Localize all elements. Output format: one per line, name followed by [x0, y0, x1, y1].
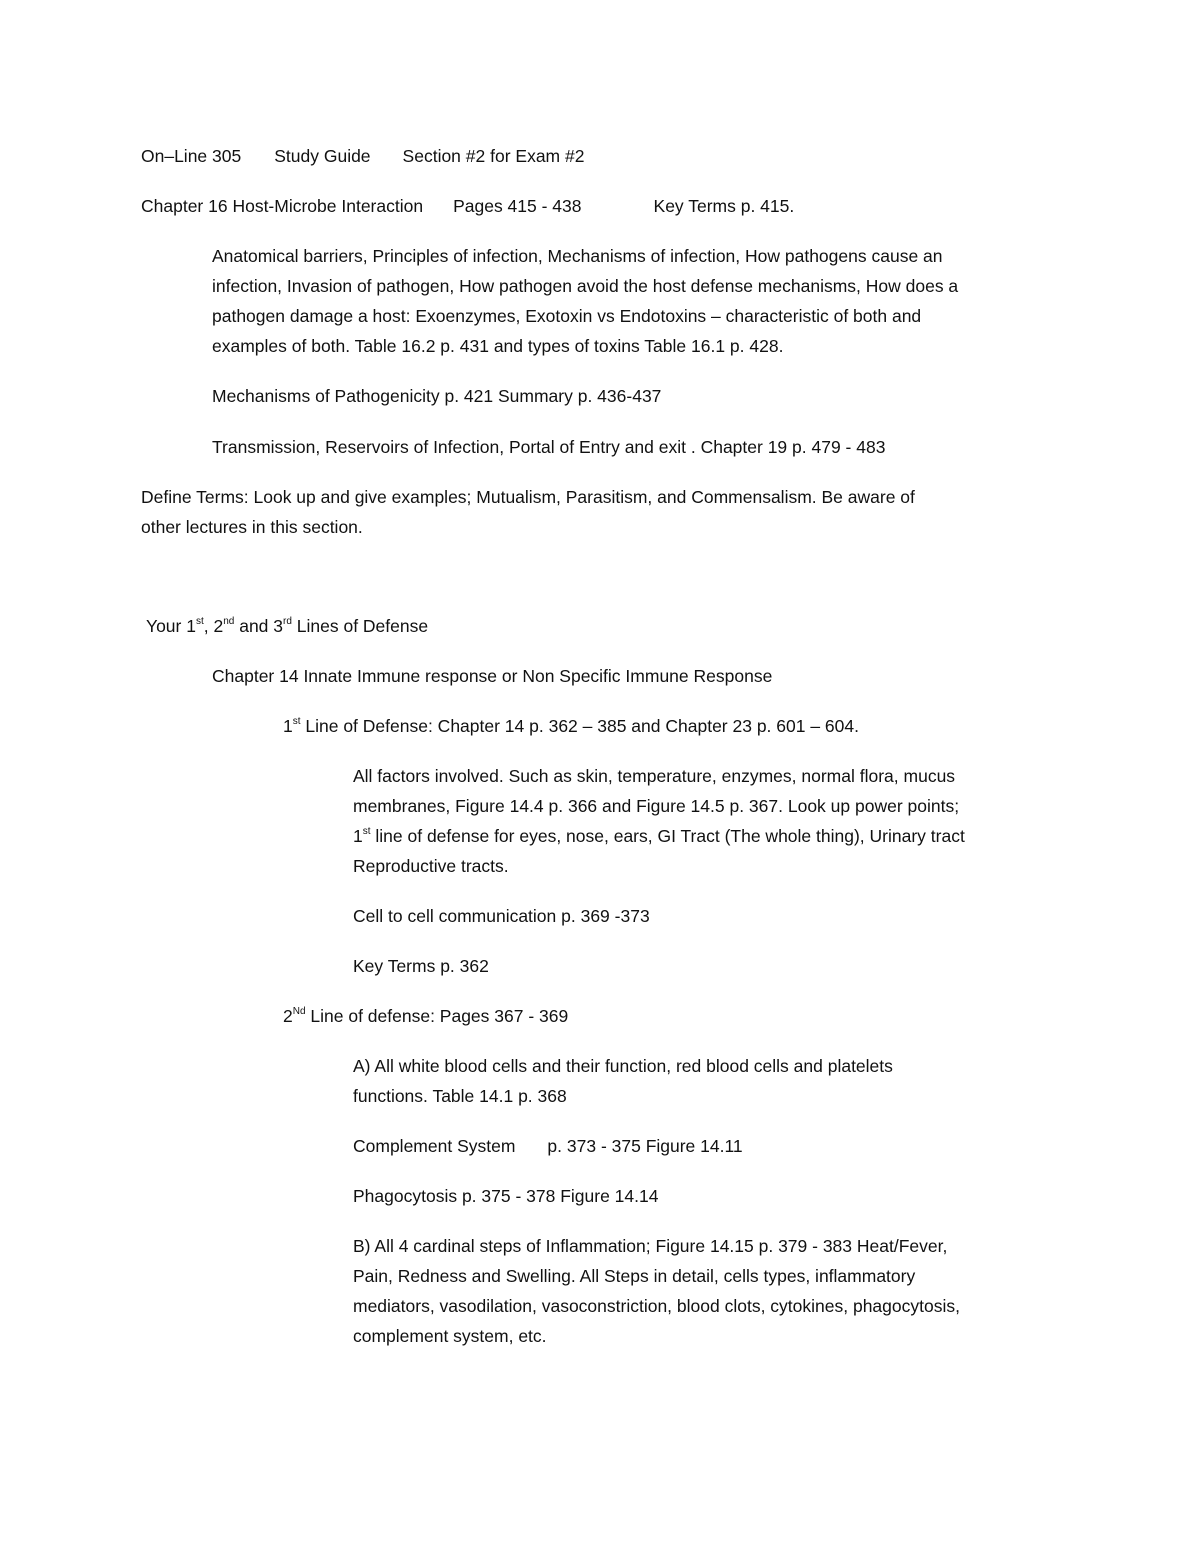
- heading-text: and 3: [234, 616, 283, 636]
- topics-paragraph: [212, 241, 958, 361]
- chapter16-title: Chapter 16 Host-Microbe Interaction: [141, 196, 424, 216]
- mechanisms-line: Mechanisms of Pathogenicity p. 421 Summary p. 436-437: [212, 386, 662, 406]
- topics-row: Anatomical barriers, Principles of infection, Mechanisms of infection, How pathogens cause an: [212, 246, 943, 266]
- ordinal-number: 1: [283, 716, 293, 736]
- topics-row: pathogen damage a host: Exoenzymes, Exotoxin vs Endotoxins – characteristic of both and: [212, 306, 922, 326]
- ordinal-suffix: st: [292, 716, 301, 728]
- ordinal-number: 1: [353, 826, 363, 846]
- header-line: [141, 141, 584, 171]
- chapter14-line: Chapter 14 Innate Immune response or Non Specific Immune Response: [212, 666, 773, 686]
- inflammation-row: Pain, Redness and Swelling. All Steps in detail, cells types, inflammatory: [353, 1266, 916, 1286]
- ordinal-number: 2: [283, 1006, 293, 1026]
- factors-row: membranes, Figure 14.4 p. 366 and Figure 14.5 p. 367. Look up power points;: [353, 796, 960, 816]
- factors-row: Reproductive tracts.: [353, 856, 509, 876]
- heading-text: Your 1: [146, 616, 196, 636]
- chapter16-pages: Pages 415 - 438: [453, 196, 582, 216]
- define-terms-paragraph: [141, 482, 915, 542]
- transmission-line: Transmission, Reservoirs of Infection, Portal of Entry and exit . Chapter 19 p. 479 - 483: [212, 437, 886, 457]
- white-blood-cells-paragraph: [353, 1051, 893, 1111]
- section-label: Section #2 for Exam #2: [402, 146, 585, 166]
- topics-row: infection, Invasion of pathogen, How pathogen avoid the host defense mechanisms, How does a: [212, 276, 959, 296]
- key-terms-line: Key Terms p. 362: [353, 956, 489, 976]
- factors-row-text: line of defense for eyes, nose, ears, GI Tract (The whole thing), Urinary tract: [370, 826, 965, 846]
- inflammation-row: mediators, vasodilation, vasoconstriction, blood clots, cytokines, phagocytosis,: [353, 1296, 960, 1316]
- study-guide-label: Study Guide: [274, 146, 371, 166]
- chapter16-line: [141, 191, 794, 221]
- wbc-row: functions. Table 14.1 p. 368: [353, 1086, 567, 1106]
- first-line-text: Line of Defense: Chapter 14 p. 362 – 385 and Chapter 23 p. 601 – 604.: [300, 716, 859, 736]
- heading-text: Lines of Defense: [291, 616, 429, 636]
- cell-communication-line: Cell to cell communication p. 369 -373: [353, 906, 650, 926]
- ordinal-suffix: st: [362, 826, 371, 838]
- phagocytosis-line: Phagocytosis p. 375 - 378 Figure 14.14: [353, 1186, 659, 1206]
- inflammation-row: B) All 4 cardinal steps of Inflammation; Figure 14.15 p. 379 - 383 Heat/Fever,: [353, 1236, 948, 1256]
- ordinal-suffix: nd: [223, 616, 235, 628]
- heading-text: , 2: [203, 616, 224, 636]
- complement-system-line: [353, 1131, 743, 1161]
- chapter16-key-terms: Key Terms p. 415.: [653, 196, 795, 216]
- inflammation-paragraph: [353, 1231, 960, 1351]
- factors-row: [353, 821, 965, 851]
- ordinal-suffix: st: [195, 616, 204, 628]
- first-line-of-defense: [283, 711, 859, 741]
- topics-row: examples of both. Table 16.2 p. 431 and types of toxins Table 16.1 p. 428.: [212, 336, 784, 356]
- complement-label: Complement System: [353, 1136, 516, 1156]
- wbc-row: A) All white blood cells and their function, red blood cells and platelets: [353, 1056, 893, 1076]
- define-row: other lectures in this section.: [141, 517, 363, 537]
- ordinal-suffix: rd: [283, 616, 292, 628]
- course-name: On–Line 305: [141, 146, 242, 166]
- factors-paragraph: [353, 761, 965, 881]
- factors-row: All factors involved. Such as skin, temperature, enzymes, normal flora, mucus: [353, 766, 956, 786]
- define-row: Define Terms: Look up and give examples; Mutualism, Parasitism, and Commensalism. Be aware of: [141, 487, 915, 507]
- inflammation-row: complement system, etc.: [353, 1326, 547, 1346]
- second-line-text: Line of defense: Pages 367 - 369: [305, 1006, 569, 1026]
- ordinal-suffix: Nd: [292, 1006, 306, 1018]
- complement-pages: p. 373 - 375 Figure 14.11: [547, 1136, 743, 1156]
- lines-of-defense-heading: [146, 611, 428, 641]
- second-line-of-defense: [283, 1001, 568, 1031]
